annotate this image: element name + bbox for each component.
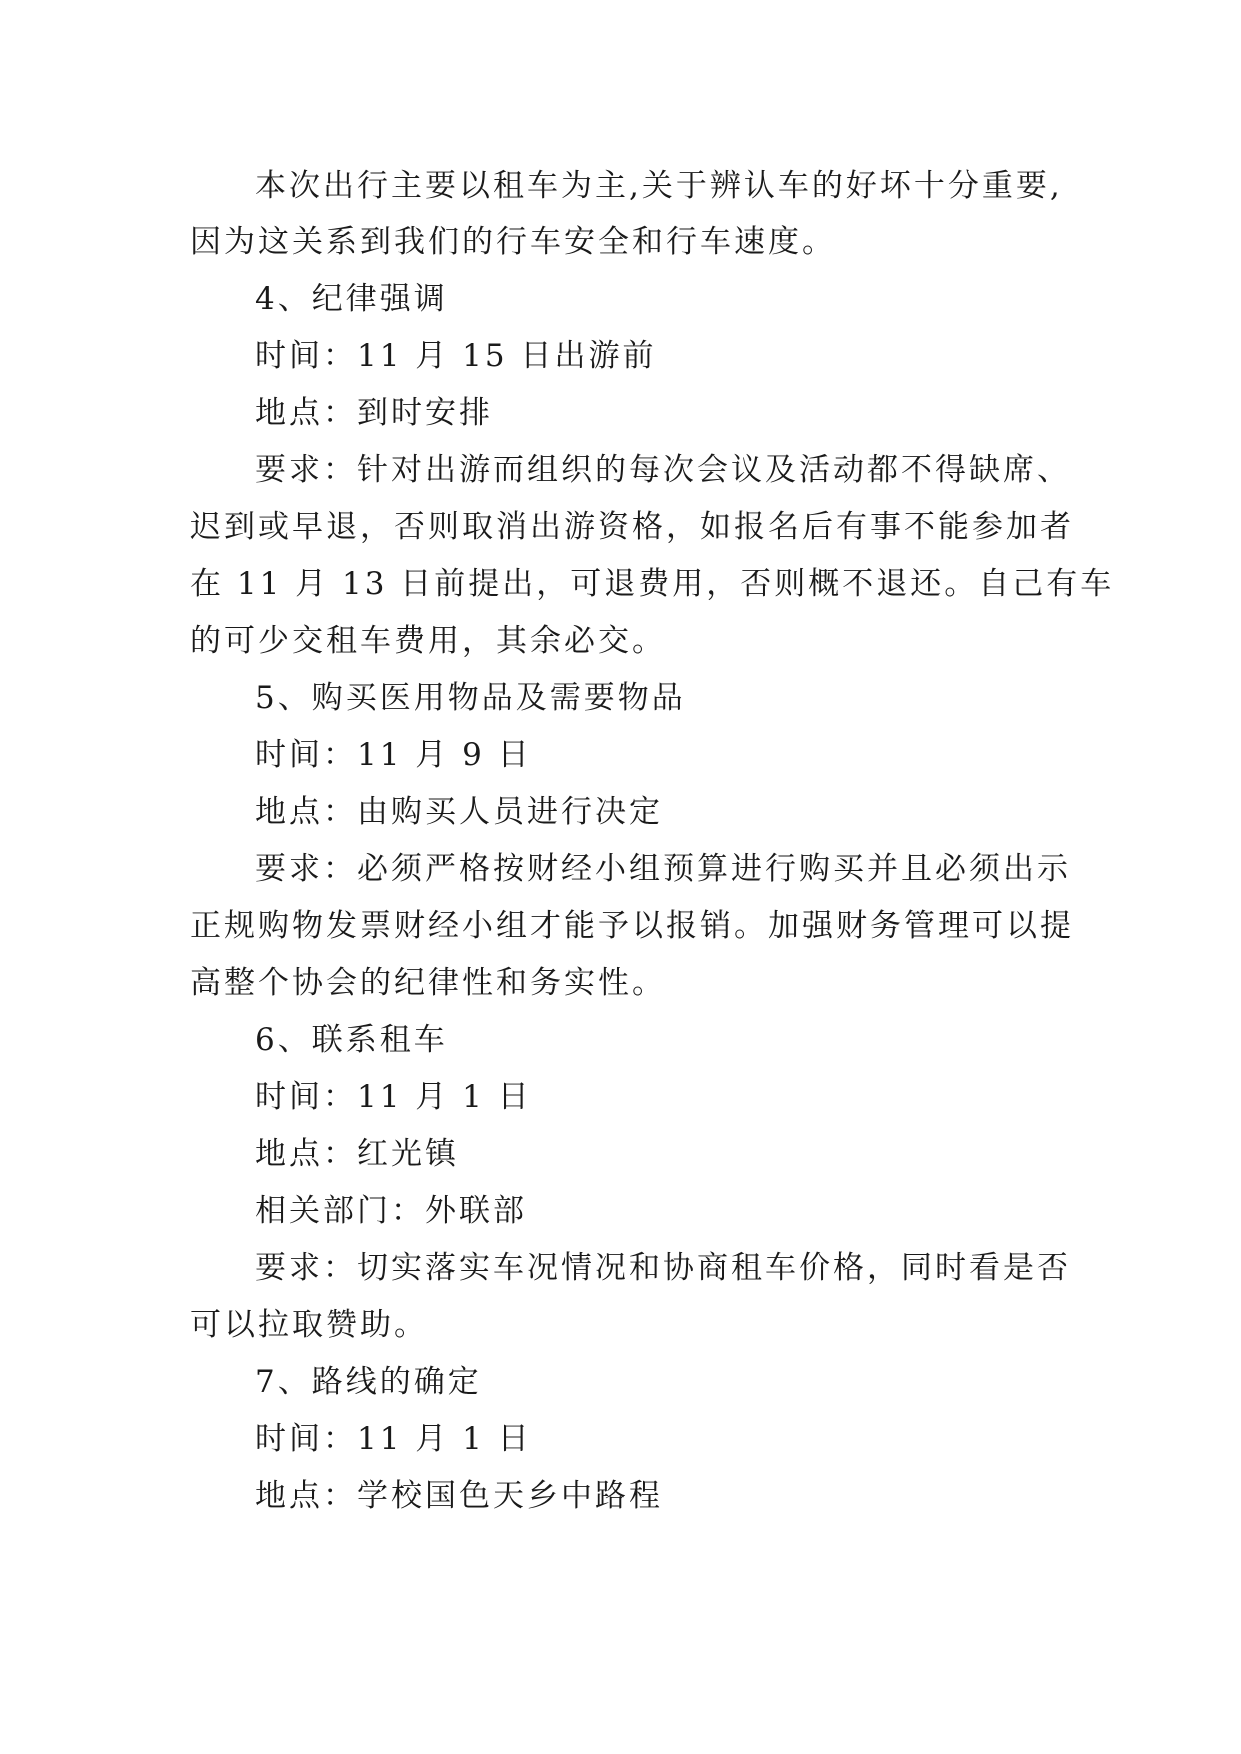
paragraph-line: 因为这关系到我们的行车安全和行车速度。 [190, 224, 836, 260]
department-line: 相关部门：外联部 [255, 1193, 527, 1229]
section-heading: 5、购买医用物品及需要物品 [255, 680, 686, 716]
paragraph-line: 本次出行主要以租车为主,关于辨认车的好坏十分重要, [255, 168, 1063, 204]
paragraph-line: 高整个协会的纪律性和务实性。 [190, 965, 666, 1001]
paragraph-line: 可以拉取赞助。 [190, 1307, 428, 1343]
time-line: 时间：11 月 15 日出游前 [255, 338, 657, 374]
location-line: 地点：学校国色天乡中路程 [255, 1478, 663, 1514]
time-line: 时间：11 月 9 日 [255, 737, 532, 773]
location-line: 地点：红光镇 [255, 1136, 459, 1172]
paragraph-line: 在 11 月 13 日前提出，可退费用，否则概不退还。自己有车 [190, 566, 1115, 602]
section-heading: 4、纪律强调 [255, 281, 448, 317]
time-line: 时间：11 月 1 日 [255, 1079, 532, 1115]
requirement-line: 要求：切实落实车况情况和协商租车价格，同时看是否 [255, 1250, 1071, 1286]
paragraph-line: 正规购物发票财经小组才能予以报销。加强财务管理可以提 [190, 908, 1074, 944]
paragraph-line: 迟到或早退，否则取消出游资格，如报名后有事不能参加者 [190, 509, 1074, 545]
location-line: 地点：到时安排 [255, 395, 493, 431]
time-line: 时间：11 月 1 日 [255, 1421, 532, 1457]
location-line: 地点：由购买人员进行决定 [255, 794, 663, 830]
requirement-line: 要求：针对出游而组织的每次会议及活动都不得缺席、 [255, 452, 1071, 488]
section-heading: 6、联系租车 [255, 1022, 448, 1058]
requirement-line: 要求：必须严格按财经小组预算进行购买并且必须出示 [255, 851, 1071, 887]
section-heading: 7、路线的确定 [255, 1364, 482, 1400]
paragraph-line: 的可少交租车费用，其余必交。 [190, 623, 666, 659]
